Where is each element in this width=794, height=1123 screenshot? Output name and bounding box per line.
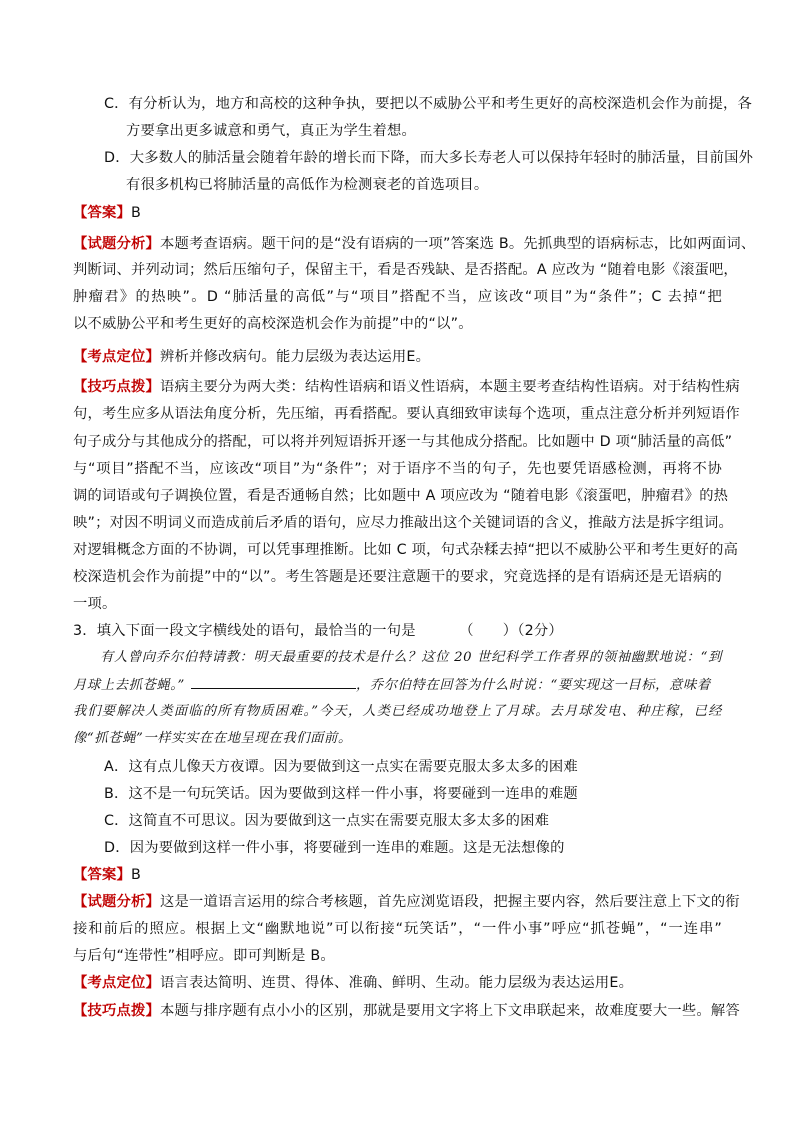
tip-line-1 [73, 377, 740, 397]
analysis-line-3: 肿瘤君》的热映”。D “肺活量的高低”与“项目”搭配不当，应该改“项目”为“条件”；C 去掉“把 [73, 289, 722, 305]
analysis-line-4: 以不威胁公平和考生更好的高校深造机会作为前提”中的“以”。 [73, 316, 473, 332]
point-text: 辨析并修改病句。能力层级为表达运用E。 [159, 349, 431, 365]
passage-line-4: 像“抓苍蝇”一样实实在在地呈现在我们面前。 [73, 731, 352, 746]
q3-tip-text: 本题与排序题有点小小的区别，那就是要用文字将上下文串联起来，故难度要大一些。解答 [159, 1003, 740, 1019]
point-row [73, 347, 430, 367]
answer-value: B [131, 205, 142, 221]
point-tag: 【考点定位】 [73, 349, 160, 365]
q3-analysis-tag: 【试题分析】 [73, 894, 160, 910]
q3-analysis-line-2: 接和前后的照应。根据上文“幽默地说”可以衔接“玩笑话”，“一件小事”呼应“抓苍蝇”，“一连串” [73, 921, 722, 937]
analysis-text: 本题考查语病。题干问的是“没有语病的一项”答案选 B。先抓典型的语病标志，比如两面词、 [159, 236, 756, 252]
q3-point-tag: 【考点定位】 [73, 975, 160, 991]
option-d-line-2: 有很多机构已将肺活量的高低作为检测衰老的首选项目。 [126, 177, 489, 193]
analysis-line-2: 判断词、并列动词；然后压缩句子，保留主干，看是否残缺、是否搭配。A 应改为 “随着电影《滚蛋吧， [73, 262, 738, 278]
analysis-tag: 【试题分析】 [73, 236, 160, 252]
option-c-line-2: 方要拿出更多诚意和勇气，真正为学生着想。 [126, 123, 416, 139]
passage-line-1: 有人曾向乔尔伯特请教：明天最重要的技术是什么？这位 20 世纪科学工作者界的领袖幽默地说：“到 [100, 650, 722, 665]
tip-text: 语病主要分为两大类：结构性语病和语义性语病，本题主要考查结构性语病。对于结构性病 [159, 379, 740, 395]
q3-tip-tag: 【技巧点拨】 [73, 1003, 160, 1019]
tip-line-6: 映”；对因不明词义而造成前后矛盾的语句，应尽力推敲出这个关键词语的含义，推敲方法是拆字组词。 [73, 515, 733, 531]
tip-tag: 【技巧点拨】 [73, 379, 160, 395]
option-a: A．这有点儿像天方夜谭。因为要做到这一点实在需要克服太多太多的困难 [104, 759, 578, 775]
tip-line-5: 调的词语或句子调换位置，看是否通畅自然；比如题中 A 项应改为 “随着电影《滚蛋吧，肿瘤君》的热 [73, 488, 729, 504]
q3-answer-row [73, 865, 141, 885]
tip-line-2: 句，考生应多从语法角度分析，先压缩，再看搭配。要认真细致审读每个选项，重点注意分析并列短语作 [73, 406, 740, 422]
passage-line-3: 我们要解决人类面临的所有物质困难。”今天，人类已经成功地登上了月球。去月球发电、种庄稼，已经 [73, 704, 722, 719]
option-d: D．因为要做到这样一件小事，将要碰到一连串的难题。这是无法想像的 [104, 840, 565, 856]
passage-text-a: 月球上去抓苍蝇。” [73, 678, 185, 693]
tip-line-4: 与“项目”搭配不当，应该改“项目”为“条件”；对于语序不当的句子，先也要凭语感检测，再将不协 [73, 461, 722, 477]
analysis-line-1 [73, 234, 756, 254]
q3-analysis-line-1 [73, 892, 740, 912]
passage-text-b: ，乔尔伯特在回答为什么时说：“要实现这一目标，意味着 [355, 678, 711, 693]
q3-point-text: 语言表达简明、连贯、得体、准确、鲜明、生动。能力层级为表达运用E。 [159, 975, 634, 991]
q3-point-row [73, 973, 633, 993]
question-score: （ ）（2分） [459, 623, 563, 639]
option-c: C．这简直不可思议。因为要做到这一点实在需要克服太多太多的困难 [104, 813, 550, 829]
option-c-line-1: C．有分析认为，地方和高校的这种争执，要把以不威胁公平和考生更好的高校深造机会作为前提，各 [104, 96, 753, 112]
tip-line-7: 对逻辑概念方面的不协调，可以凭事理推断。比如 C 项，句式杂糅去掉“把以不威胁公平和考生更好的高 [73, 542, 739, 558]
option-b: B．这不是一句玩笑话。因为要做到这样一件小事，将要碰到一连串的难题 [104, 786, 578, 802]
question-3-stem [73, 621, 563, 641]
question-stem-text: 3．填入下面一段文字横线处的语句，最恰当的一句是 [73, 623, 416, 639]
tip-line-8: 校深造机会作为前提”中的“以”。考生答题是还要注意题干的要求，究竟选择的是有语病还是无语病的 [73, 569, 722, 585]
fill-blank [191, 675, 356, 689]
answer-row [73, 203, 141, 223]
q3-answer-value: B [131, 867, 142, 883]
answer-tag: 【答案】 [73, 205, 131, 221]
q3-analysis-text: 这是一道语言运用的综合考核题，首先应浏览语段，把握主要内容，然后要注意上下文的衔 [159, 894, 740, 910]
tip-line-9: 一项。 [73, 596, 117, 612]
q3-tip-line-1 [73, 1001, 740, 1021]
option-d-line-1: D．大多数人的肺活量会随着年龄的增长而下降，而大多长寿老人可以保持年轻时的肺活量，目前国外 [104, 150, 754, 166]
tip-line-3: 句子成分与其他成分的搭配，可以将并列短语拆开逐一与其他成分搭配。比如题中 D 项“肺活量的高低” [73, 434, 733, 450]
q3-answer-tag: 【答案】 [73, 867, 131, 883]
passage-line-2 [73, 675, 711, 696]
q3-analysis-line-3: 与后句“连带性”相呼应。即可判断是 B。 [73, 948, 335, 964]
